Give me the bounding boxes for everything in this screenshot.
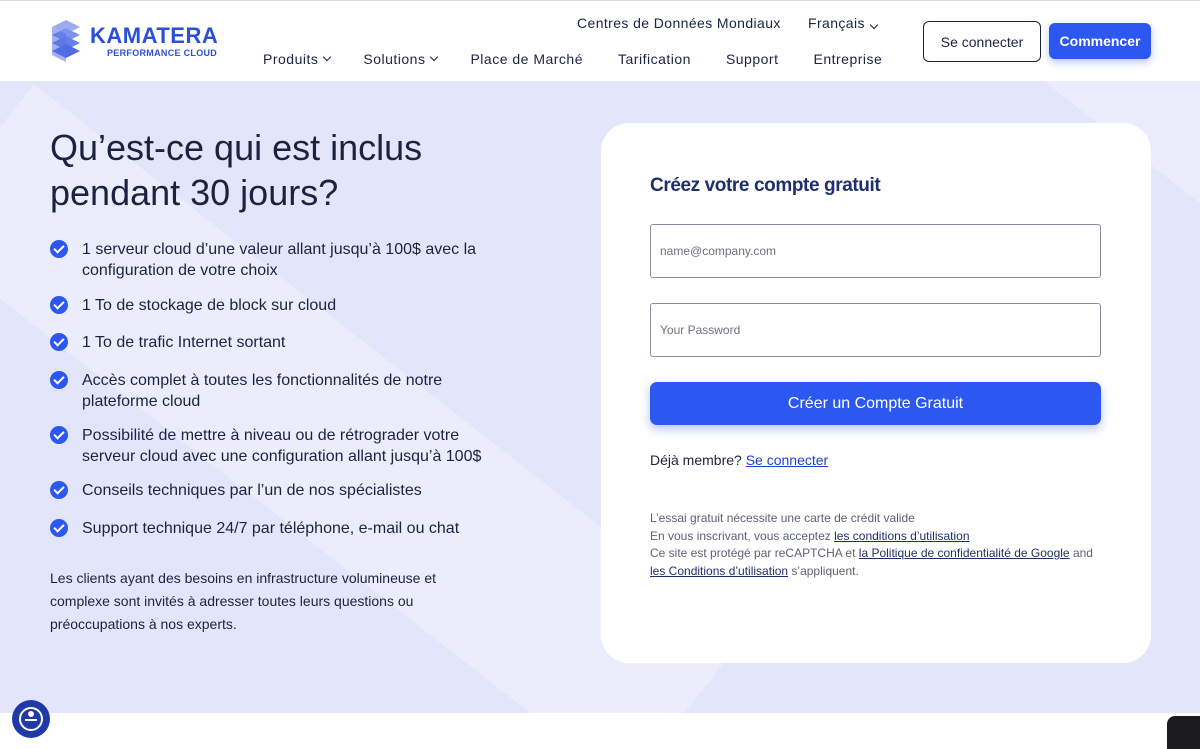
feature-text: 1 To de stockage de block sur cloud	[82, 297, 337, 314]
nav-label: Support	[725, 51, 779, 67]
list-item	[50, 239, 510, 281]
legal-line	[650, 545, 1120, 563]
legal-notice	[650, 510, 1120, 580]
datacenters-link[interactable]: Centres de Données Mondiaux	[577, 15, 781, 31]
check-circle-icon	[50, 240, 68, 258]
nav-label: Entreprise	[813, 51, 883, 67]
site-header	[0, 0, 1200, 81]
nav-label: Place de Marché	[470, 51, 584, 67]
google-privacy-link[interactable]: la Politique de confidentialité de Google	[858, 546, 1070, 560]
nav-label: Tarification	[618, 51, 691, 67]
nav-item-support[interactable]	[726, 51, 779, 67]
legal-line	[650, 563, 1120, 581]
logo-mark-icon	[50, 19, 82, 63]
feature-text: Conseils techniques par l’un de nos spécialistes	[82, 482, 422, 499]
chevron-down-icon	[430, 53, 438, 61]
check-circle-icon	[50, 371, 68, 389]
member-text: Déjà membre?	[650, 452, 742, 468]
chevron-down-icon	[323, 53, 331, 61]
list-item	[50, 295, 510, 316]
check-circle-icon	[50, 333, 68, 351]
feature-text: 1 serveur cloud d’une valeur allant jusqu’à 100$ avec la configuration de votre choix	[82, 241, 477, 279]
language-label: Français	[808, 15, 865, 31]
feature-text: Accès complet à toutes les fonctionnalités de notre plateforme cloud	[82, 372, 443, 410]
list-item	[50, 480, 510, 501]
page-bottom	[0, 713, 1200, 749]
chevron-down-icon	[870, 21, 878, 29]
legal-text: En vous inscrivant, vous acceptez	[650, 528, 831, 543]
brand-name: KAMATERA	[90, 22, 219, 48]
signin-link[interactable]: Se connecter	[745, 452, 829, 468]
legal-text: s’appliquent.	[791, 563, 859, 578]
check-circle-icon	[50, 296, 68, 314]
title-line: pendant 30 jours?	[50, 172, 339, 213]
google-terms-link[interactable]: les Conditions d’utilisation	[650, 563, 789, 578]
legal-line: L’essai gratuit nécessite une carte de crédit valide	[650, 511, 915, 525]
logo-text	[90, 22, 219, 58]
kamatera-logo[interactable]	[50, 18, 220, 64]
brand-tagline: PERFORMANCE CLOUD	[107, 47, 218, 58]
legal-text: Ce site est protégé par reCAPTCHA et	[650, 546, 856, 560]
language-selector[interactable]	[808, 15, 877, 31]
feature-text: Possibilité de mettre à niveau ou de rétrograder votre serveur cloud avec une configuration allant jusqu’à 100$	[82, 427, 482, 465]
legal-line	[650, 528, 1120, 546]
signup-card	[601, 123, 1151, 663]
hero-section	[0, 81, 1200, 713]
nav-label: Produits	[263, 51, 319, 67]
create-account-button[interactable]: Créer un Compte Gratuit	[650, 382, 1101, 425]
password-field[interactable]	[650, 303, 1101, 357]
check-circle-icon	[50, 519, 68, 537]
email-field[interactable]	[650, 224, 1101, 278]
chat-widget-button[interactable]	[1167, 716, 1200, 749]
signup-title: Créez votre compte gratuit	[650, 175, 881, 196]
nav-item-solutions[interactable]	[363, 51, 437, 67]
nav-item-produits[interactable]	[263, 51, 330, 67]
nav-label: Solutions	[363, 51, 426, 67]
list-item	[50, 332, 510, 353]
list-item	[50, 370, 510, 412]
check-circle-icon	[50, 426, 68, 444]
accessibility-icon	[19, 707, 43, 731]
terms-link[interactable]: les conditions d’utilisation	[834, 528, 970, 543]
accessibility-button[interactable]	[12, 700, 50, 738]
nav-item-marketplace[interactable]	[470, 51, 583, 67]
main-nav	[263, 51, 882, 67]
feature-text: Support technique 24/7 par téléphone, e-mail ou chat	[82, 520, 460, 537]
already-member	[650, 452, 828, 468]
check-circle-icon	[50, 481, 68, 499]
list-item	[50, 425, 510, 467]
list-item	[50, 518, 510, 539]
get-started-button[interactable]: Commencer	[1049, 23, 1151, 59]
legal-text: and	[1072, 546, 1093, 560]
title-line: Qu’est-ce qui est inclus	[50, 127, 423, 168]
login-button[interactable]: Se connecter	[923, 21, 1041, 62]
experts-note: Les clients ayant des besoins en infrastructure volumineuse et complexe sont invités à adresser toutes leurs questions ou préoccupations à nos experts.	[50, 570, 436, 632]
nav-item-pricing[interactable]	[618, 51, 691, 67]
feature-text: 1 To de trafic Internet sortant	[82, 334, 286, 351]
nav-item-enterprise[interactable]	[813, 51, 882, 67]
page-title	[50, 125, 550, 215]
